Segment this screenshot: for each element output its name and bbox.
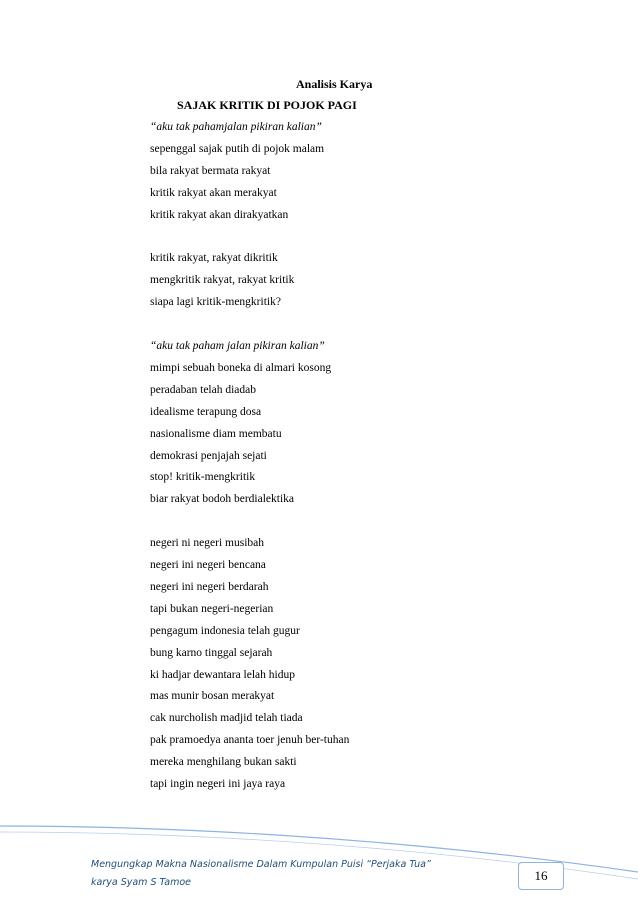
- poem-line: kritik rakyat akan dirakyatkan: [150, 208, 289, 221]
- footer-book-title: Mengungkap Makna Nasionalisme Dalam Kumpulan Puisi “Perjaka Tua”: [91, 859, 431, 870]
- poem-line: cak nurcholish madjid telah tiada: [150, 712, 303, 725]
- poem-line: kritik rakyat akan merakyat: [150, 186, 277, 199]
- poem-line: negeri ini negeri bencana: [150, 559, 266, 571]
- poem-line: pak pramoedya ananta toer jenuh ber-tuhan: [150, 734, 350, 747]
- poem-title: SAJAK KRITIK DI POJOK PAGI: [177, 98, 357, 112]
- poem-line: mas munir bosan merakyat: [150, 690, 275, 703]
- poem-line: bung karno tinggal sejarah: [150, 646, 273, 659]
- poem-line: “aku tak pahamjalan pikiran kalian”: [150, 121, 322, 133]
- poem-line: sepenggal sajak putih di pojok malam: [150, 142, 325, 155]
- poem-line: kritik rakyat, rakyat dikritik: [150, 252, 278, 265]
- poem-line: peradaban telah diadab: [150, 383, 256, 396]
- poem-line: tapi ingin negeri ini jaya raya: [150, 778, 286, 790]
- poem-line: biar rakyat bodoh berdialektika: [150, 493, 295, 506]
- page-number: 16: [518, 862, 564, 890]
- poem-line: stop! kritik-mengkritik: [150, 471, 256, 484]
- poem-line: tapi bukan negeri-negerian: [150, 602, 274, 615]
- poem-line: negeri ini negeri berdarah: [150, 580, 269, 593]
- footer-author: karya Syam S Tamoe: [91, 877, 192, 888]
- poem-line: “aku tak paham jalan pikiran kalian”: [150, 340, 325, 352]
- poem-line: mimpi sebuah boneka di almari kosong: [150, 361, 332, 374]
- poem-line: mengkritik rakyat, rakyat kritik: [150, 274, 295, 287]
- poem-line: negeri ni negeri musibah: [150, 537, 265, 550]
- poem-line: mereka menghilang bukan sakti: [150, 756, 297, 769]
- poem-line: pengagum indonesia telah gugur: [150, 624, 300, 637]
- poem-line: idealisme terapung dosa: [150, 405, 262, 418]
- page-title: Analisis Karya: [296, 77, 373, 91]
- poem-line: siapa lagi kritik-mengkritik?: [150, 296, 281, 309]
- poem-line: nasionalisme diam membatu: [150, 427, 282, 440]
- poem-line: ki hadjar dewantara lelah hidup: [150, 668, 295, 681]
- poem-line: bila rakyat bermata rakyat: [150, 164, 271, 177]
- poem-line: demokrasi penjajah sejati: [150, 449, 267, 462]
